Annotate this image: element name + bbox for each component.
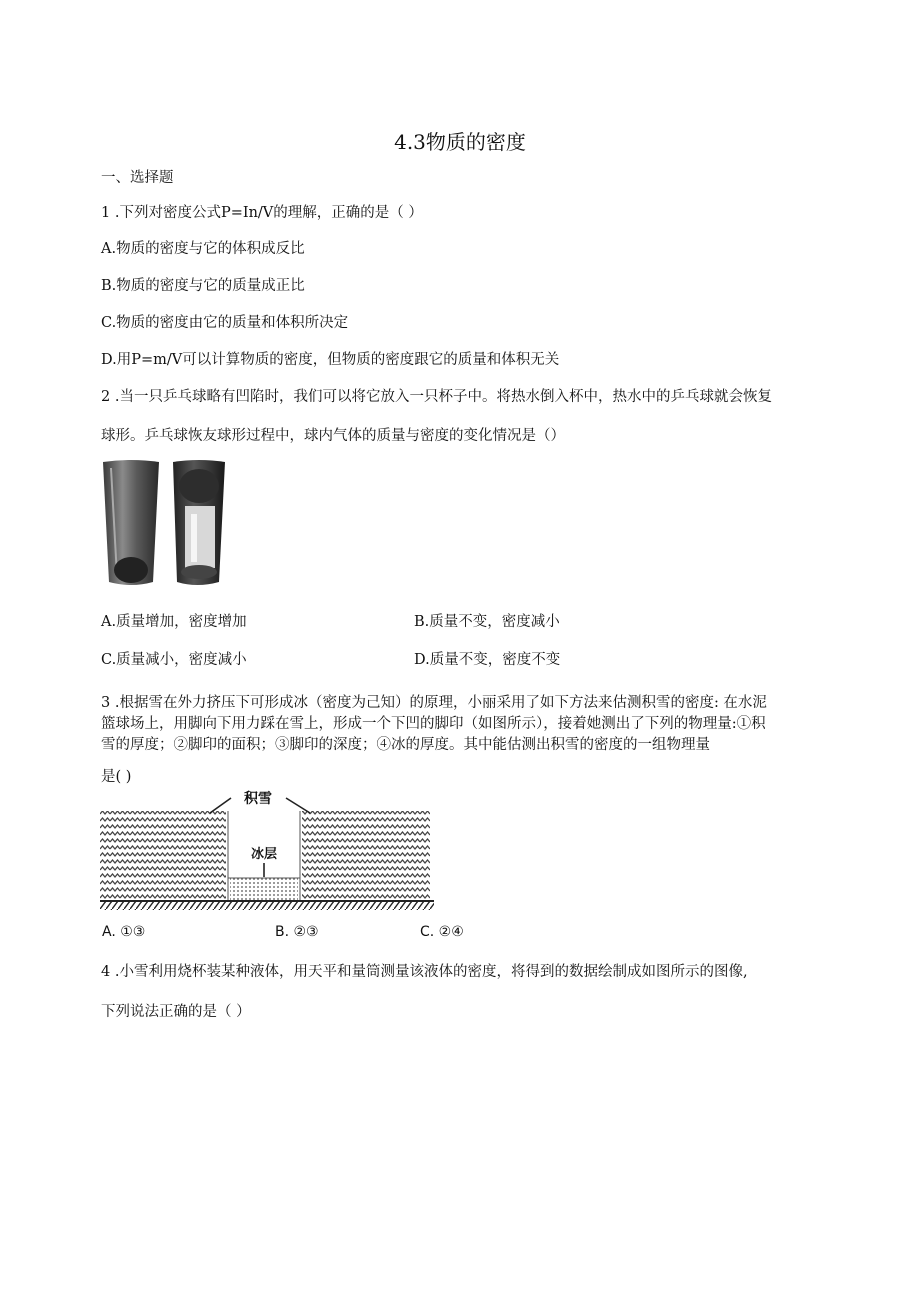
q3-stem-line3: 雪的厚度；②脚印的面积；③脚印的深度；④冰的厚度。其中能估测出积雪的密度的一组物理量 [101, 737, 710, 753]
q2-option-c: C.质量减小，密度减小 [101, 652, 247, 668]
q4-stem-line1: 4 .小雪利用烧杯装某种液体，用天平和量筒测量该液体的密度，将得到的数据绘制成如图所示的图像, [101, 964, 748, 980]
section-heading: 一、选择题 [101, 170, 174, 186]
label-snow: 积雪 [244, 791, 272, 807]
q2-stem-line1: 2 .当一只乒乓球略有凹陷时，我们可以将它放入一只杯子中。将热水倒入杯中，热水中的乒乓球就会恢复 [101, 389, 772, 405]
q1-option-a: A.物质的密度与它的体积成反比 [101, 241, 305, 257]
q2-option-d: D.质量不变，密度不变 [414, 652, 561, 668]
q1-option-b: B.物质的密度与它的质量成正比 [101, 278, 305, 294]
label-ice: 冰层 [250, 847, 278, 862]
q3-stem-line4: 是( ) [101, 769, 132, 785]
q2-stem-line2: 球形。乒乓球恢友球形过程中，球内气体的质量与密度的变化情况是（） [101, 428, 565, 444]
snow-footprint-diagram [100, 789, 434, 915]
q1-option-c: C.物质的密度由它的质量和体积所决定 [101, 315, 349, 331]
q3-stem-line2: 篮球场上，用脚向下用力踩在雪上，形成一个下凹的脚印（如图所示），接着她测出了下列的物理量:①积 [101, 716, 766, 732]
q1-stem: 1 .下列对密度公式P=In/V的理解，正确的是（ ） [101, 205, 423, 221]
q2-option-a: A.质量增加，密度增加 [101, 614, 247, 630]
page-title: 4.3物质的密度 [394, 130, 526, 154]
q3-stem-line1: 3 .根据雪在外力挤压下可形成冰（密度为己知）的原理，小丽采用了如下方法来估测积雪的密度: 在水泥 [101, 695, 767, 711]
q3-option-b: B. ②③ [275, 924, 319, 940]
q4-stem-line2: 下列说法正确的是（ ） [101, 1004, 251, 1020]
cups-photo [101, 458, 227, 590]
q1-option-d: D.用P=m/V可以计算物质的密度，但物质的密度跟它的质量和体积无关 [101, 352, 560, 368]
q3-option-c: C. ②④ [420, 924, 464, 940]
q2-option-b: B.质量不变，密度减小 [414, 614, 560, 630]
q3-option-a: A. ①③ [102, 924, 146, 940]
